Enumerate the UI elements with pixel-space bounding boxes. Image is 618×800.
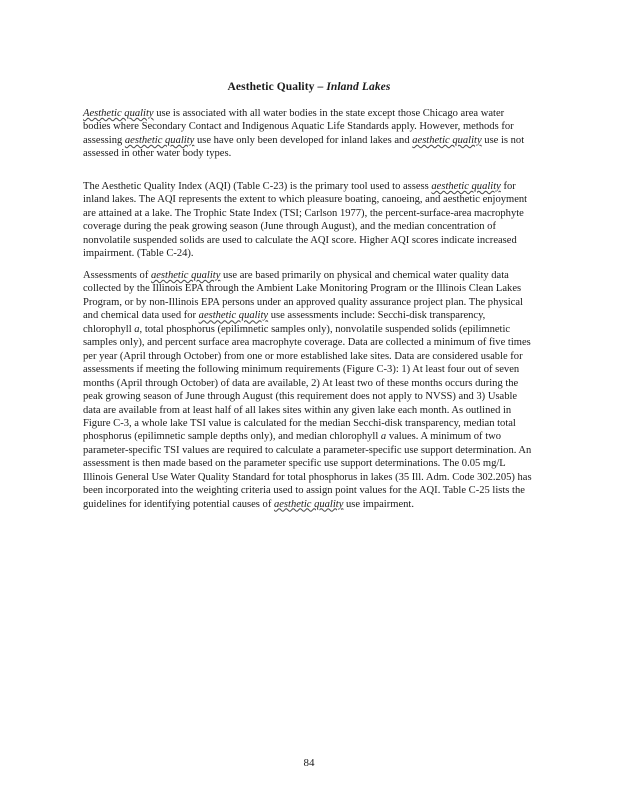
- term-aesthetic-quality: aesthetic quality: [198, 310, 269, 322]
- term-aesthetic-quality: aesthetic quality: [431, 181, 501, 192]
- title-prefix: Aesthetic Quality –: [227, 81, 327, 93]
- paragraph-3: [83, 269, 533, 511]
- p3-text-5: values. A minimum of two parameter-specific TSI values are required to calculate a parameter-specific use support determination. An assessment is then made based on the parameter specific use support determinations. The 0.05 mg/L Illinois General Use Water Quality Standard for total phosphorus in lakes (35 Ill. Adm. Code 302.205) has been incorporated into the weighting criteria used to assign point values for the AQI. Table C-25 lists the guidelines for identifying potential causes of: [83, 431, 532, 510]
- p1-text-1: use is associated with all water bodies in the state except those Chicago area water bodies where Secondary Contact and Indigenous Aquatic Life Standards apply. However, methods for assessing: [83, 108, 514, 146]
- p3-text-1: Assessments of: [83, 270, 151, 281]
- term-aesthetic-quality: aesthetic quality: [412, 134, 482, 146]
- chlorophyll-a-italic: a: [380, 431, 387, 443]
- term-aesthetic-quality: aesthetic quality: [150, 270, 221, 281]
- p1-text-2: use have only been developed for inland lakes and: [194, 134, 413, 146]
- p2-text-2: for inland lakes. The AQI represents the extent to which pleasure boating, canoeing, and aesthetic enjoyment are attained at a lake. The Trophic State Index (TSI; Carlson 1977), the percent-surface-area macrophyte coverage during the peak growing season (June through August), and the median concentration of nonvolatile suspended solids are used to calculate the AQI score. Higher AQI scores indicate increased impairment. (Table C-24).: [83, 181, 528, 260]
- paragraph-1: [83, 107, 533, 161]
- term-aesthetic-quality: aesthetic quality: [124, 134, 195, 146]
- p2-text-1: The Aesthetic Quality Index (AQI) (Table C-23) is the primary tool used to assess: [83, 181, 432, 192]
- p3-text-3: use assessments include: Secchi-disk transparency, chlorophyll: [83, 310, 486, 335]
- chlorophyll-a-italic: a: [134, 323, 140, 335]
- p3-text-2: use are based primarily on physical and chemical water quality data collected by the Illinois EPA through the Ambient Lake Monitoring Program or the Illinois Clean Lakes Program, or by non-Illinois EPA persons under an approved quality assurance project plan. The physical and chemical data used for: [83, 270, 523, 322]
- p1-text-3: use is not assessed in other water body types.: [83, 134, 525, 160]
- paragraph-2: [83, 180, 533, 261]
- p3-text-6: use impairment.: [343, 498, 414, 510]
- term-aesthetic-quality: Aesthetic quality: [83, 108, 154, 119]
- page-title: [0, 81, 618, 93]
- title-emphasis: Inland Lakes: [326, 81, 391, 93]
- term-aesthetic-quality: aesthetic quality: [273, 498, 344, 510]
- p3-text-4: , total phosphorus (epilimnetic samples only), nonvolatile suspended solids (epilimnetic samples only), and percent surface area macrophyte coverage. Data are collected a minimum of five times per year (April through October) from one or more established lake sites. Data are considered usable for assessments if meeting the following minimum requirements (Figure C-3): 1) At least four out of seven months (April through October) of data are available, 2) At least two of these months occurs during the peak growing season of June through August (this requirement does not apply to NVSS) and 3) Usable data are available from at least half of all lakes sites within any given lake each month. As outlined in Figure C-3, a whole lake TSI value is calculated for the median Secchi-disk transparency, median total phosphorus (epilimnetic sample depths only), and median chlorophyll: [83, 323, 531, 443]
- page-number: 84: [303, 757, 315, 769]
